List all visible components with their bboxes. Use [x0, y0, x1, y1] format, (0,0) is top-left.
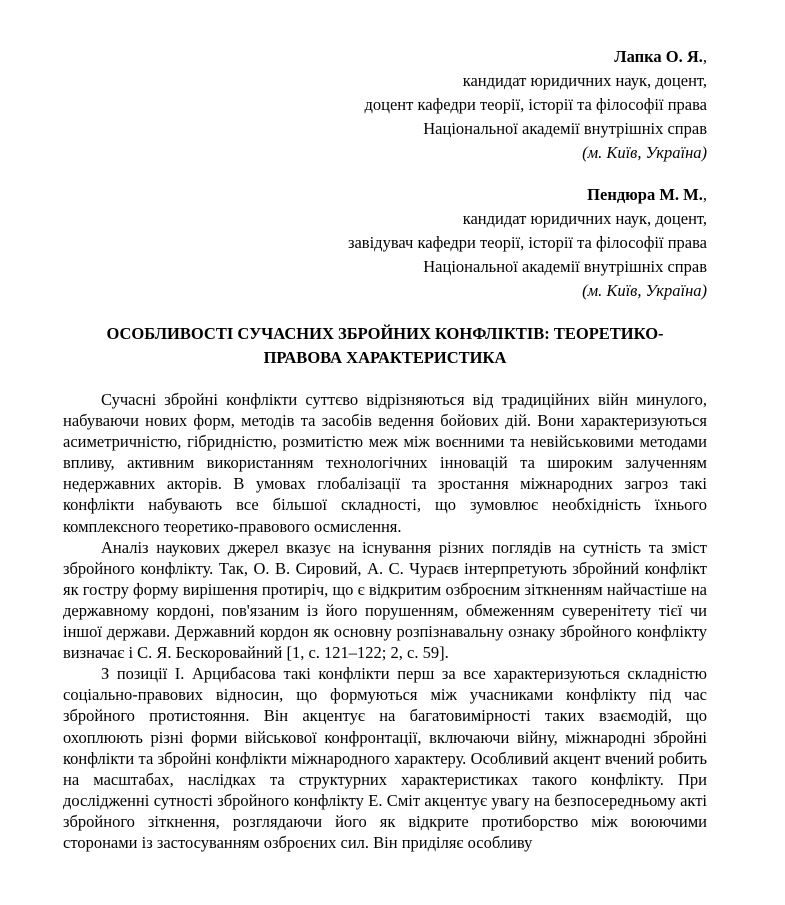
- author-degree: кандидат юридичних наук, доцент,: [462, 71, 707, 90]
- author-name: Лапка О. Я.: [614, 47, 703, 66]
- article-title-line: ОСОБЛИВОСТІ СУЧАСНИХ ЗБРОЙНИХ КОНФЛІКТІВ: ТЕОРЕТИКО-: [106, 324, 664, 343]
- author-institution: Національної академії внутрішніх справ: [423, 257, 707, 276]
- author-city: (м. Київ, Україна): [582, 143, 707, 162]
- body-paragraph: З позиції І. Арцибасова такі конфлікти перш за все характеризуються складністю соціально-правових відносин, що формуються між учасниками конфлікту під час збройного протистояння. Він акцентує на багатовимірності таких взаємодій, що охоплюють різні форми військової конфронтації, включаючи війну, міжнародні збройні конфлікти та збройні конфлікти міжнародного характеру. Особливий акцент вчений робить на масштабах, наслідках та структурних характеристиках такого конфлікту. При дослідженні сутності збройного конфлікту Е. Сміт акцентує увагу на безпосередньому акті збройного зіткнення, розглядаючи його як відкрите протиборство між воюючими сторонами із застосуванням озброєних сил. Він приділяє особливу: [63, 664, 707, 852]
- author-block: [63, 45, 707, 165]
- article-body: [63, 389, 707, 853]
- author-name-suffix: ,: [702, 47, 707, 66]
- author-position: завідувач кафедри теорії, історії та філософії права: [347, 233, 707, 252]
- body-paragraph: Аналіз наукових джерел вказує на існування різних поглядів на сутність та зміст збройного конфлікту. Так, О. В. Сировий, А. С. Чураєв інтерпретують збройний конфлікт як гостру форму вирішення протиріч, що є відкритим озброєним зіткненням найчастіше на державному кордоні, пов'язаним із його порушенням, обмеженням суверенітету тієї чи іншої держави. Державний кордон як основну розпізнавальну ознаку збройного конфлікту визначає і С. Я. Бескоровайний [1, с. 121–122; 2, с. 59].: [63, 537, 707, 663]
- author-position: доцент кафедри теорії, історії та філософії права: [364, 95, 707, 114]
- body-paragraph: Сучасні збройні конфлікти суттєво відрізняються від традиційних війн минулого, набуваючи нових форм, методів та засобів ведення бойових дій. Вони характеризуються асиметричністю, гібридністю, розмитістю меж між воєнними та невійськовими методами впливу, активним використанням технологічних інновацій та широким залученням недержавних акторів. В умовах глобалізації та зростання міжнародних загроз такі конфлікти набувають все більшої складності, що зумовлює необхідність їхнього комплексного теоретико-правового осмислення.: [63, 390, 707, 536]
- author-name-line: [63, 45, 707, 69]
- author-name-line: [63, 183, 707, 207]
- author-name-suffix: ,: [702, 185, 707, 204]
- article-title: [63, 322, 707, 370]
- author-block: [63, 183, 707, 303]
- document-page: [63, 0, 707, 853]
- author-name: Пендюра М. М.: [587, 185, 703, 204]
- article-title-line: ПРАВОВА ХАРАКТЕРИСТИКА: [263, 348, 507, 367]
- author-institution: Національної академії внутрішніх справ: [423, 119, 707, 138]
- author-city: (м. Київ, Україна): [582, 281, 707, 300]
- author-degree: кандидат юридичних наук, доцент,: [462, 209, 707, 228]
